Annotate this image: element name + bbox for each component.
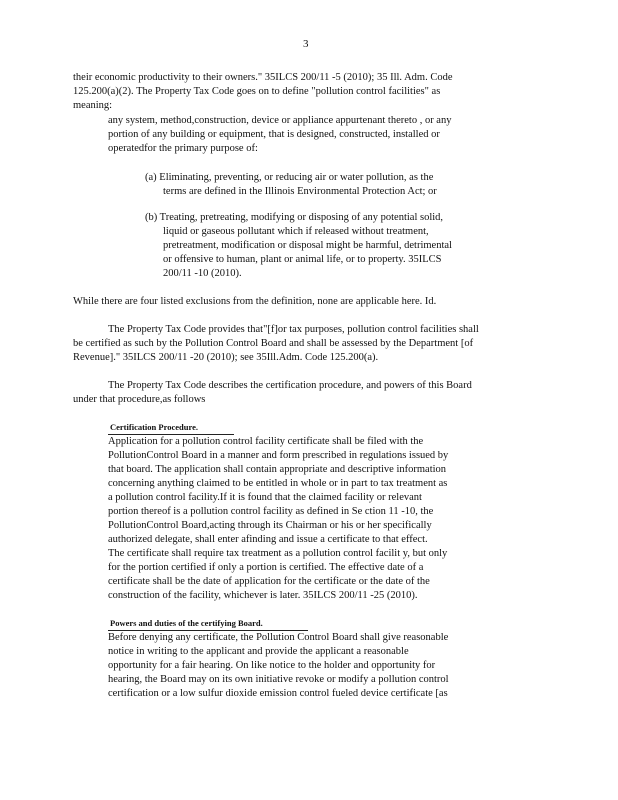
statute-line: certification or a low sulfur dioxide emission control fueled device certificate [as	[108, 688, 448, 699]
heading-underline	[108, 434, 234, 435]
statute-line: The certificate shall require tax treatment as a pollution control facilit y, but only	[108, 548, 448, 559]
list-item-b-line: liquid or gaseous pollutant which if released without treatment,	[163, 226, 429, 237]
text-line: be certified as such by the Pollution Control Board and shall be assessed by the Department [of	[73, 338, 474, 349]
list-item-b-line: 200/11 -10 (2010).	[163, 268, 242, 279]
statute-line: that board. The application shall contain appropriate and descriptive information	[108, 464, 447, 475]
text-line: The Property Tax Code describes the certification procedure, and powers of this Board	[108, 380, 472, 391]
statute-line: authorized delegate, shall enter afinding and issue a certificate to that effect.	[108, 534, 428, 545]
statute-line: Before denying any certificate, the Pollution Control Board shall give reasonable	[108, 632, 449, 643]
heading-underline	[108, 630, 308, 631]
list-item-a-line: (a) Eliminating, preventing, or reducing air or water pollution, as the	[145, 172, 434, 183]
statute-line: portion thereof is a pollution control facility as defined in Se ction 11 -10, the	[108, 506, 434, 517]
statute-line: opportunity for a fair hearing. On like notice to the holder and opportunity for	[108, 660, 436, 671]
text-line: While there are four listed exclusions from the definition, none are applicable here. Id.	[73, 296, 437, 307]
statute-line: PollutionControl Board,acting through its Chairman or his or her specifically	[108, 520, 432, 531]
section-heading-powers-and-duties: Powers and duties of the certifying Board.	[110, 618, 263, 628]
text-line: Revenue]." 35ILCS 200/11 -20 (2010); see 35Ill.Adm. Code 125.200(a).	[73, 352, 379, 363]
text-line: The Property Tax Code provides that"[f]or tax purposes, pollution control facilities shall	[108, 324, 479, 335]
statute-line: PollutionControl Board in a manner and form prescribed in regulations issued by	[108, 450, 449, 461]
text-line: 125.200(a)(2). The Property Tax Code goes on to define "pollution control facilities" as	[73, 86, 441, 97]
text-line: meaning:	[73, 100, 113, 111]
page-number: 3	[303, 38, 309, 50]
statute-line: a pollution control facility.If it is found that the claimed facility or relevant	[108, 492, 422, 503]
list-item-b-line: pretreatment, modification or disposal might be harmful, detrimental	[163, 240, 452, 251]
section-heading-certification-procedure: Certification Procedure.	[110, 422, 198, 432]
statute-line: notice in writing to the applicant and provide the applicant a reasonable	[108, 646, 409, 657]
statute-line: for the portion certified if only a portion is certified. The effective date of a	[108, 562, 424, 573]
statute-line: hearing, the Board may on its own initiative revoke or modify a pollution control	[108, 674, 449, 685]
list-item-b-line: or offensive to human, plant or animal life, or to property. 35ILCS	[163, 254, 442, 265]
list-item-a-line: terms are defined in the Illinois Environmental Protection Act; or	[163, 186, 437, 197]
list-item-b-line: (b) Treating, pretreating, modifying or disposing of any potential solid,	[145, 212, 444, 223]
text-line: under that procedure,as follows	[73, 394, 206, 405]
quote-line: portion of any building or equipment, that is designed, constructed, installed or	[108, 129, 440, 140]
quote-line: any system, method,construction, device or appliance appurtenant thereto , or any	[108, 115, 452, 126]
statute-line: construction of the facility, whichever is later. 35ILCS 200/11 -25 (2010).	[108, 590, 418, 601]
statute-line: Application for a pollution control facility certificate shall be filed with the	[108, 436, 424, 447]
statute-line: concerning anything claimed to be entitled in whole or in part to tax treatment as	[108, 478, 448, 489]
quote-line: operatedfor the primary purpose of:	[108, 143, 258, 154]
text-line: their economic productivity to their owners." 35ILCS 200/11 -5 (2010); 35 Ill. Adm. Code	[73, 72, 453, 83]
statute-line: certificate shall be the date of application for the certificate or the date of the	[108, 576, 430, 587]
